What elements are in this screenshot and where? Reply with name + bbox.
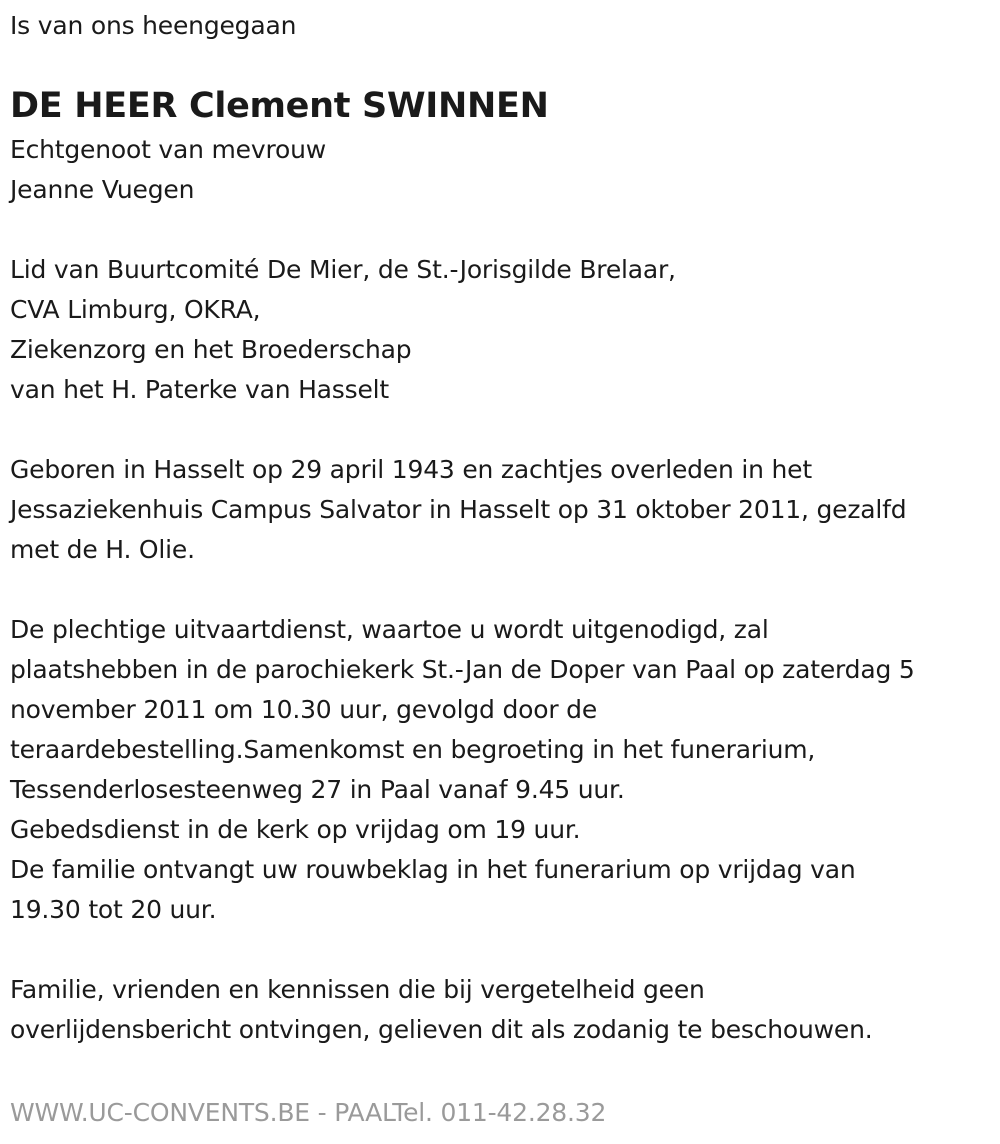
paragraph-spacer <box>10 210 995 250</box>
footer-contact: WWW.UC-CONVENTS.BE - PAALTel. 011-42.28.32 <box>10 1098 607 1127</box>
funeral-line: plaatshebben in de parochiekerk St.-Jan de Doper van Paal op zaterdag 5 <box>10 655 915 684</box>
funeral-line: Gebedsdienst in de kerk op vrijdag om 19 uur. <box>10 815 581 844</box>
birth-death-line: Geboren in Hasselt op 29 april 1943 en zachtjes overleden in het <box>10 455 812 484</box>
funeral-line: De plechtige uitvaartdienst, waartoe u wordt uitgenodigd, zal <box>10 615 769 644</box>
membership-line: Ziekenzorg en het Broederschap <box>10 335 412 364</box>
spouse-line: Jeanne Vuegen <box>10 175 195 204</box>
spouse-line: Echtgenoot van mevrouw <box>10 135 326 164</box>
funeral-line: 19.30 tot 20 uur. <box>10 895 217 924</box>
closing-block <box>10 970 995 1050</box>
paragraph-spacer <box>10 930 995 970</box>
membership-block <box>10 250 995 410</box>
birth-death-line: met de H. Olie. <box>10 535 195 564</box>
funeral-block <box>10 610 995 930</box>
funeral-line: De familie ontvangt uw rouwbeklag in het funerarium op vrijdag van <box>10 855 856 884</box>
funeral-line: november 2011 om 10.30 uur, gevolgd door de <box>10 695 597 724</box>
paragraph-spacer <box>10 570 995 610</box>
membership-line: CVA Limburg, OKRA, <box>10 295 261 324</box>
intro-text: Is van ons heengegaan <box>10 11 297 40</box>
funeral-line: Tessenderlosesteenweg 27 in Paal vanaf 9.45 uur. <box>10 775 625 804</box>
membership-line: van het H. Paterke van Hasselt <box>10 375 389 404</box>
membership-line: Lid van Buurtcomité De Mier, de St.-Jorisgilde Brelaar, <box>10 255 676 284</box>
paragraph-spacer <box>10 410 995 450</box>
obituary-notice <box>10 6 995 1050</box>
funeral-line: teraardebestelling.Samenkomst en begroeting in het funerarium, <box>10 735 816 764</box>
birth-death-line: Jessaziekenhuis Campus Salvator in Hasselt op 31 oktober 2011, gezalfd <box>10 495 907 524</box>
birth-death-block <box>10 450 995 570</box>
closing-line: overlijdensbericht ontvingen, gelieven dit als zodanig te beschouwen. <box>10 1015 873 1044</box>
deceased-name: DE HEER Clement SWINNEN <box>10 86 549 126</box>
spouse-block <box>10 130 995 210</box>
closing-line: Familie, vrienden en kennissen die bij vergetelheid geen <box>10 975 705 1004</box>
